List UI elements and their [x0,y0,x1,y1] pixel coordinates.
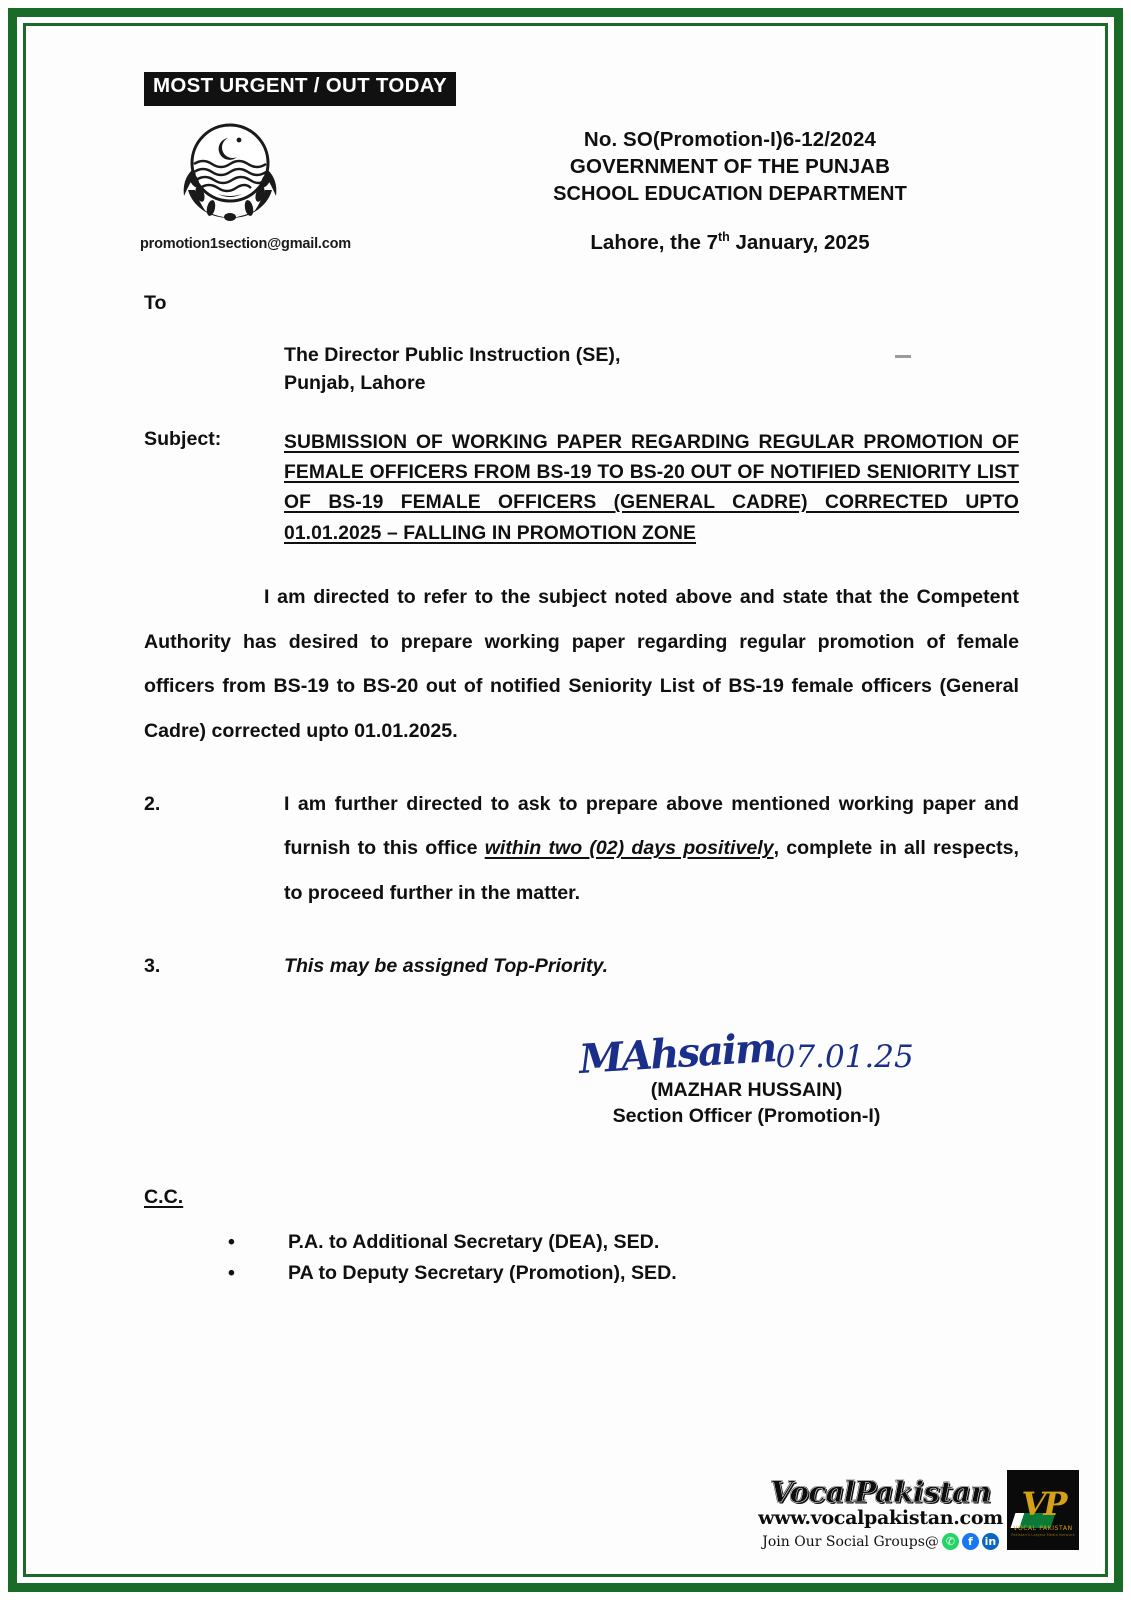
brand-text-block [758,1475,1003,1550]
logo-monogram: VP [1021,1484,1065,1523]
paragraph-3-number: 3. [144,954,161,977]
paragraph-2-part-1: I am further directed to ask to prepare above mentioned working paper and furnish to this office [284,792,1019,860]
cc-item-text: P.A. to Additional Secretary (DEA), SED. [288,1231,660,1254]
paragraph-2-number: 2. [144,792,161,815]
letterhead-text-block [450,126,1010,255]
vocal-pakistan-logo [1007,1470,1079,1550]
contact-email: promotion1section@gmail.com [140,236,351,252]
crest-block [140,118,430,252]
paragraph-2-row [144,782,1019,916]
bullet-icon: • [228,1262,235,1285]
brand-name: VocalPakistan [770,1475,991,1510]
deadline-emphasis: within two (02) days positively [484,837,774,860]
paragraph-2-text [284,782,1019,916]
bullet-icon: • [228,1231,235,1254]
addressee-line-2: Punjab, Lahore [284,372,426,395]
subject-row [144,428,1019,549]
cc-block [144,1186,1019,1289]
linkedin-icon[interactable]: in [982,1533,999,1550]
place-and-date [450,230,1010,255]
letter-body [144,292,1019,1289]
reference-number: No. SO(Promotion-I)6-12/2024 [583,128,877,151]
addressee-line-1: The Director Public Instruction (SE), [284,344,621,366]
department-name: SCHOOL EDUCATION DEPARTMENT [553,182,907,205]
document-sheet [30,30,1101,1570]
addressee-block [284,341,1019,398]
cc-list-item [144,1227,1019,1258]
place-date-suffix: January, 2025 [729,230,870,254]
subject-text: SUBMISSION OF WORKING PAPER REGARDING REGULAR PROMOTION OF FEMALE OFFICERS FROM BS-19 TO BS-20 OUT OF NOTIFIED SENIORITY LIST OF BS-19 FEMALE OFFICERS (GENERAL CADRE) CORRECTED UPTO 01.01.2025 – FALLING IN PROMOTION ZONE [284,431,1019,544]
watermark-branding [758,1470,1079,1550]
cc-label: C.C. [144,1186,184,1209]
signatory-designation: Section Officer (Promotion-I) [612,1105,881,1128]
brand-url: www.vocalpakistan.com [758,1507,1003,1530]
paragraph-3-text: This may be assigned Top-Priority. [284,954,609,977]
signature-block [144,1024,1019,1128]
facebook-icon[interactable]: f [962,1533,979,1550]
paragraph-2-part-2: , complete in all respects, to proceed further in the matter. [284,837,1019,904]
signature-ink: MAhsaim [578,1024,777,1084]
cc-list [144,1227,1019,1289]
signatory-name: (MAZHAR HUSSAIN) [650,1079,843,1102]
social-groups-row [758,1533,1003,1550]
to-label: To [144,292,167,314]
date-ordinal: th [717,229,730,244]
paragraph-3-row [144,944,1019,989]
whatsapp-icon[interactable]: ✆ [942,1533,959,1550]
cc-item-text: PA to Deputy Secretary (Promotion), SED. [288,1262,677,1285]
government-name: GOVERNMENT OF THE PUNJAB [569,155,891,179]
signature-date: 07.01.25 [775,1039,914,1076]
urgent-banner: MOST URGENT / OUT TODAY [144,72,456,106]
cc-list-item [144,1258,1019,1289]
logo-wordmark: VOCAL PAKISTAN [1013,1524,1073,1532]
punjab-government-crest-icon [170,118,430,231]
logo-tagline: Pakistan's Largest Media Network [1011,1532,1075,1537]
place-date-prefix: Lahore, the 7 [590,230,718,254]
subject-label: Subject: [144,427,222,450]
social-groups-label: Join Our Social Groups@ [762,1533,939,1550]
paragraph-1: I am directed to refer to the subject noted above and state that the Competent Authority has desired to prepare working paper regarding regular promotion of female officers from BS-19 to BS-20 out of notified Seniority List of BS-19 female officers (General Cadre) corrected upto 01.01.2025. [144,585,1019,742]
handwritten-signature [474,1024,1019,1084]
